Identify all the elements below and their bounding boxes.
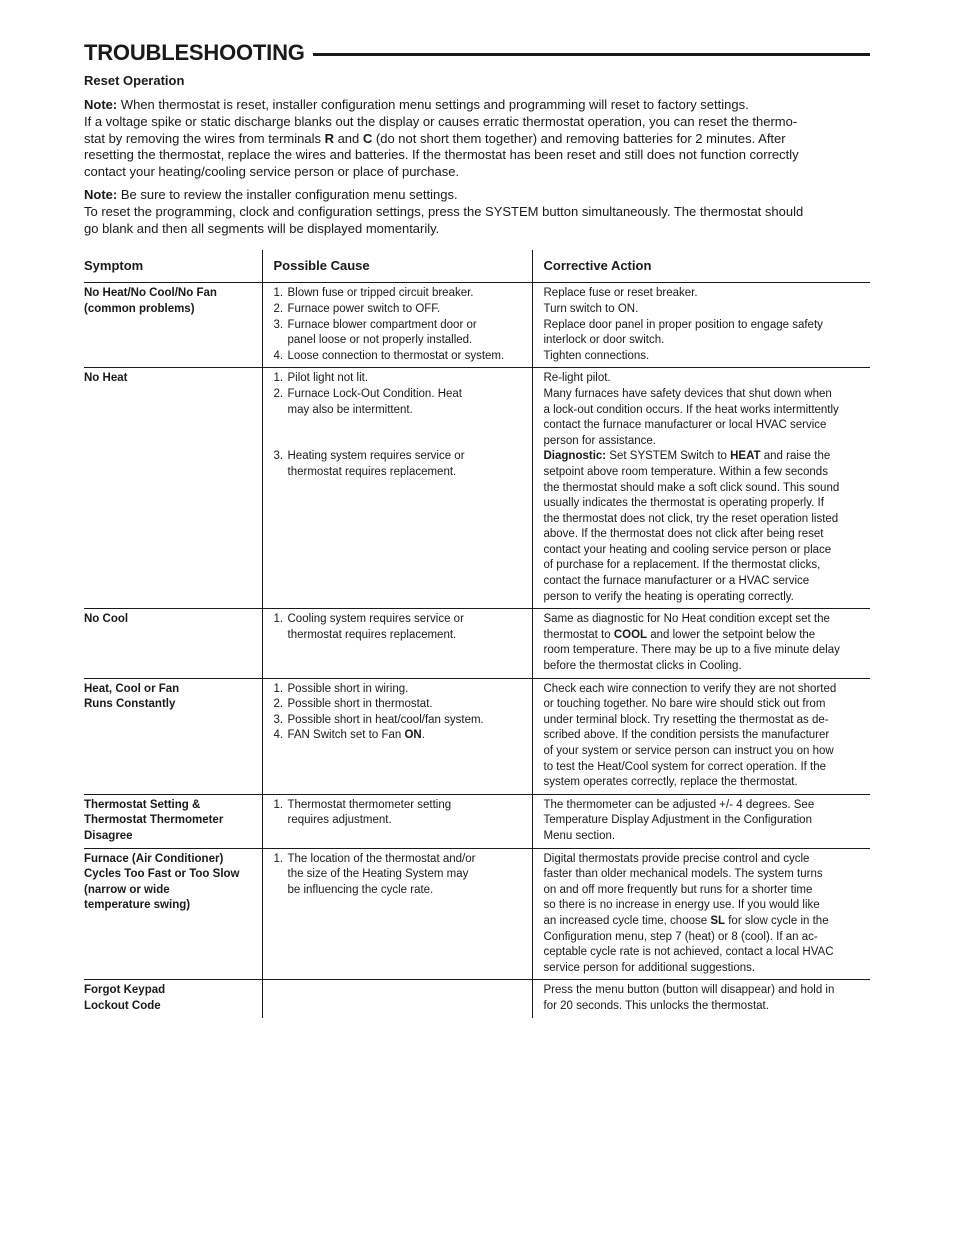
action-line: under terminal block. Try resetting the thermostat as de- [543,713,829,726]
action-line: Configuration menu, step 7 (heat) or 8 (cool). If an ac- [543,930,818,943]
action-line: Turn switch to ON. [543,302,639,315]
cause-item [274,612,532,643]
action-line: or touching together. No bare wire should stick out from [543,698,826,711]
symptom-line: Heat, Cool or Fan [84,682,180,695]
cause-number: 1. [273,287,284,300]
action-line: interlock or door switch. [543,334,665,347]
cause-number: 2. [273,698,284,711]
cause-number: 2. [273,387,284,400]
action-line: Press the menu button (button will disappear) and hold in [543,984,835,997]
sl-keyword: SL [710,914,726,927]
symptom-line: Lockout Code [84,999,161,1012]
text-span: Set SYSTEM Switch to [606,450,731,463]
cause-item [274,302,532,318]
cause-cell [262,678,532,794]
symptom-line: No Cool [84,613,129,626]
symptom-cell [84,678,262,794]
action-line: faster than older mechanical models. The system turns [543,868,823,881]
cause-number: 1. [273,852,284,865]
text-line: To reset the programming, clock and configuration settings, press the SYSTEM button simultaneously. The thermostat should [84,203,804,219]
cause-line: Cooling system requires service or [287,613,464,626]
cause-cell [262,980,532,1018]
cause-item [274,286,532,302]
cause-number: 3. [273,713,284,726]
action-line: Tighten connections. [543,349,650,362]
cause-text [288,387,532,418]
text-line: contact your heating/cooling service person or place of purchase. [84,164,460,180]
action-line: so there is no increase in energy use. If you would like [543,899,820,912]
action-line: Digital thermostats provide precise control and cycle [543,852,810,865]
action-line: contact the furnace manufacturer or local HVAC service [543,419,827,432]
action-cell [532,848,870,980]
note-label: Note: [84,186,118,202]
symptom-line: Thermostat Thermometer [84,814,224,827]
text-line: resetting the thermostat, replace the wires and batteries. If the thermostat has been reset and still does not function correctly [84,147,799,163]
action-line [544,914,871,930]
cause-text [288,318,532,349]
troubleshooting-table [84,250,870,1017]
cause-text: Blown fuse or tripped circuit breaker. [287,287,474,300]
cause-item [274,371,532,387]
action-line: above. If the thermostat does not click after being reset [543,528,824,541]
cause-number: 1. [273,613,284,626]
cause-line: may also be intermittent. [287,403,413,416]
note-paragraph-2 [84,187,870,204]
action-line: contact your heating and cooling service person or place [543,543,832,556]
cause-cell [262,283,532,368]
action-line: person for assistance. [543,434,657,447]
action-line: the thermostat should make a soft click sound. This sound [543,481,840,494]
cause-text: Possible short in wiring. [287,682,409,695]
cause-item [274,713,532,729]
action-line: to test the Heat/Cool system for correct operation. If the [543,760,827,773]
text-span: an increased cycle time, choose [543,914,711,927]
action-line: ceptable cycle rate is not achieved, contact a local HVAC [543,946,834,959]
on-keyword: ON [404,729,422,742]
table-row [84,609,870,678]
symptom-line: Thermostat Setting & [84,798,201,811]
cause-number: 1. [273,372,284,385]
text-span: and raise the [760,450,831,463]
cause-text [288,612,532,643]
cause-text: Possible short in thermostat. [287,698,433,711]
action-line: contact the furnace manufacturer or a HVAC service [543,575,810,588]
reset-instructions [84,204,870,238]
symptom-cell [84,368,262,609]
cause-item [274,798,532,829]
cause-line: Thermostat thermometer setting [287,798,452,811]
cause-item [274,387,532,418]
action-line: service person for additional suggestions. [543,961,756,974]
note-text: Be sure to review the installer configuration menu settings. [117,186,458,202]
cool-keyword: COOL [613,628,648,641]
action-line: Menu section. [543,829,616,842]
table-row [84,848,870,980]
text-span: (do not short them together) and removing batteries for 2 minutes. After [372,130,786,146]
cause-item [274,449,532,480]
action-line: room temperature. There may be up to a five minute delay [543,644,840,657]
text-span: thermostat to [543,628,614,641]
action-line: Temperature Display Adjustment in the Configuration [543,814,812,827]
text-span: and [333,130,363,146]
cause-item [274,728,532,744]
cause-cell [262,794,532,848]
cause-text [288,852,532,899]
action-line: Check each wire connection to verify they are not shorted [543,682,837,695]
text-span: . [421,729,425,742]
cause-number: 1. [273,798,284,811]
symptom-line: No Heat [84,372,128,385]
cause-cell [262,848,532,980]
cause-line: the size of the Heating System may [287,868,469,881]
symptom-line: Disagree [84,829,133,842]
action-line: the thermostat does not click, try the reset operation listed [543,512,839,525]
action-line: for 20 seconds. This unlocks the thermostat. [543,999,769,1012]
action-cell [532,609,870,678]
symptom-line: (common problems) [84,302,195,315]
symptom-cell [84,980,262,1018]
symptom-line: (narrow or wide [84,883,170,896]
action-line: person to verify the heating is operating correctly. [543,590,794,603]
heat-keyword: HEAT [730,450,761,463]
cause-line: be influencing the cycle rate. [287,883,434,896]
table-row [84,794,870,848]
symptom-line: temperature swing) [84,899,191,912]
action-line: on and off more frequently but runs for a shorter time [543,883,813,896]
table-header-row [84,250,870,283]
cause-text [288,449,532,480]
table-row [84,368,870,609]
cause-line: panel loose or not properly installed. [287,334,473,347]
cause-line: requires adjustment. [287,814,392,827]
action-line: system operates correctly, replace the thermostat. [543,776,798,789]
cause-line: thermostat requires replacement. [287,628,457,641]
terminal-c: C [362,130,373,146]
symptom-line: Furnace (Air Conditioner) [84,852,224,865]
note-paragraph-1 [84,97,870,114]
cause-item [274,318,532,349]
text-span: FAN Switch set to Fan [287,729,405,742]
title-rule [313,53,870,56]
action-line: of purchase for a replacement. If the thermostat clicks, [543,559,821,572]
action-line: usually indicates the thermostat is operating properly. If [543,497,824,510]
cause-text: Furnace power switch to OFF. [287,302,441,315]
symptom-cell [84,283,262,368]
action-cell [532,794,870,848]
page [84,38,870,1018]
cause-item [274,852,532,899]
cause-cell [262,609,532,678]
header-symptom: Symptom [84,250,262,283]
cause-text [288,728,532,744]
cause-text: Loose connection to thermostat or system. [287,349,505,362]
cause-item [274,682,532,698]
cause-number: 3. [273,318,284,331]
symptom-line: Cycles Too Fast or Too Slow [84,868,240,881]
cause-number: 3. [273,450,284,463]
spacer [274,418,532,434]
action-line [544,628,871,644]
cause-text: Pilot light not lit. [287,372,369,385]
diagnostic-line [544,449,871,465]
action-cell [532,678,870,794]
symptom-line: No Heat/No Cool/No Fan [84,287,217,300]
terminal-r: R [324,130,334,146]
spacer [274,434,532,450]
cause-line: Heating system requires service or [287,450,465,463]
action-line: Same as diagnostic for No Heat condition except set the [543,613,830,626]
section-heading: Reset Operation [84,73,185,88]
cause-item [274,697,532,713]
text-line: go blank and then all segments will be displayed momentarily. [84,220,440,236]
cause-number: 2. [273,302,284,315]
action-cell [532,368,870,609]
symptom-line: Runs Constantly [84,698,176,711]
symptom-cell [84,794,262,848]
cause-number: 1. [273,682,284,695]
table-row [84,283,870,368]
action-line: Replace fuse or reset breaker. [543,287,698,300]
cause-cell [262,368,532,609]
action-line: Re-light pilot. [543,372,611,385]
table-row [84,980,870,1018]
text-line: If a voltage spike or static discharge blanks out the display or causes erratic thermostat operation, you can reset the thermo- [84,113,798,129]
action-line: before the thermostat clicks in Cooling. [543,660,742,673]
action-cell [532,283,870,368]
cause-text [288,798,532,829]
reset-paragraph [84,114,870,181]
symptom-line: Forgot Keypad [84,984,166,997]
action-line: of your system or service person can instruct you on how [543,745,834,757]
cause-line: Furnace blower compartment door or [287,318,477,331]
cause-item [274,349,532,365]
note-label: Note: [84,97,118,112]
cause-line: thermostat requires replacement. [287,465,457,478]
text-span: stat by removing the wires from terminals [84,130,325,146]
table-row [84,678,870,794]
cause-text: Possible short in heat/cool/fan system. [287,713,484,726]
page-title: TROUBLESHOOTING [84,40,305,65]
note-text: When thermostat is reset, installer configuration menu settings and programming will reset to factory settings. [117,97,749,112]
cause-line: Furnace Lock-Out Condition. Heat [287,387,463,400]
cause-line: The location of the thermostat and/or [287,852,476,865]
action-line: setpoint above room temperature. Within a few seconds [543,465,828,478]
action-line: The thermometer can be adjusted +/- 4 degrees. See [543,798,815,811]
action-line: Many furnaces have safety devices that shut down when [543,387,832,400]
symptom-cell [84,848,262,980]
action-line: a lock-out condition occurs. If the heat works intermittently [543,403,839,416]
cause-number: 4. [273,349,284,362]
action-cell [532,980,870,1018]
header-corrective-action: Corrective Action [532,250,870,283]
title-row [84,38,870,68]
text-span: and lower the setpoint below the [647,628,816,641]
symptom-cell [84,609,262,678]
text-line [84,131,870,148]
action-line: scribed above. If the condition persists the manufacturer [543,729,830,742]
text-span: for slow cycle in the [725,914,829,927]
action-line: Replace door panel in proper position to engage safety [543,318,823,331]
cause-number: 4. [273,729,284,742]
header-possible-cause: Possible Cause [262,250,532,283]
diagnostic-label: Diagnostic: [543,450,607,463]
